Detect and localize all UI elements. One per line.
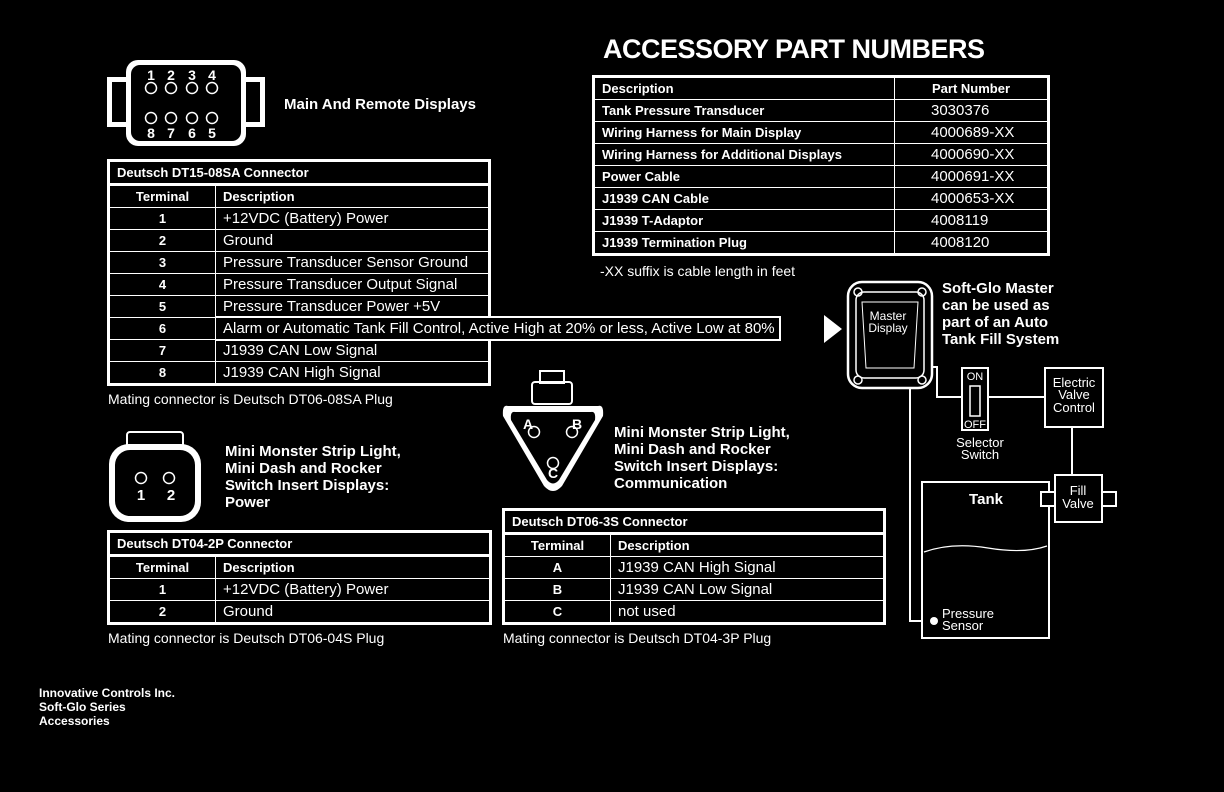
table-row: 1 +12VDC (Battery) Power [109,579,491,601]
table-row: Wiring Harness for Additional Displays 4000690-XX [594,144,1049,166]
col-header-part-number: Part Number [895,77,1049,100]
selector-switch-label: Selector [956,435,1004,450]
power-connector-title: Mini Monster Strip Light, Mini Dash and Rocker Switch Insert Displays: Power [225,443,401,511]
main-connector-title: Main And Remote Displays [284,96,476,113]
fill-valve [1041,475,1116,522]
footer-section: Accessories [39,714,110,728]
pin-label: 1 [136,487,146,504]
dt15-08-connector-icon [106,58,266,150]
pin-label: 4 [208,67,216,83]
table-row: 4 Pressure Transducer Output Signal [109,274,490,296]
comm-connector-title: Mini Monster Strip Light, Mini Dash and Rocker Switch Insert Displays: Communication [614,424,790,492]
pin-label: 2 [167,67,175,83]
svg-text:Valve: Valve [1058,387,1090,402]
table-caption: Deutsch DT04-2P Connector [109,532,491,556]
selector-switch-label: Switch [960,447,1000,462]
table-row: 2 Ground [109,601,491,624]
pin-label: 1 [147,67,155,83]
footer-company: Innovative Controls Inc. [39,686,176,700]
col-header-description: Description [216,556,491,579]
table-caption: Deutsch DT15-08SA Connector [109,161,490,185]
pin-label: C [547,465,559,481]
footer [39,686,175,728]
pin-label: 8 [147,125,155,141]
power-connector-mating: Mating connector is Deutsch DT06-04S Plug [108,630,385,646]
pin-label: B [571,416,583,432]
svg-text:Fill: Fill [1069,483,1087,498]
table-row: 2 Ground [109,230,490,252]
table-row: 3 Pressure Transducer Sensor Ground [109,252,490,274]
table-row: A J1939 CAN High Signal [504,557,885,579]
col-header-terminal: Terminal [109,185,216,208]
dt06-3s-table [502,508,886,625]
table-row: 7 J1939 CAN Low Signal [109,340,490,362]
table-row: C not used [504,601,885,624]
col-header-description: Description [216,185,490,208]
svg-text:Control: Control [1053,400,1095,415]
table-row: 8 J1939 CAN High Signal [109,362,490,385]
switch-off-label: OFF [964,419,986,431]
switch-on-label: ON [966,371,984,383]
svg-text:Valve: Valve [1062,496,1094,511]
col-header-terminal: Terminal [109,556,216,579]
table-caption: Deutsch DT06-3S Connector [504,510,885,534]
table-row: J1939 CAN Cable 4000653-XX [594,188,1049,210]
master-display-label: Master [869,309,907,323]
part-numbers-title: ACCESSORY PART NUMBERS [603,34,985,64]
master-caption: Soft-Glo Master can be used as part of an Auto Tank Fill System [942,280,1060,348]
master-display-label: Display [868,321,908,335]
comm-connector-mating: Mating connector is Deutsch DT04-3P Plug [503,630,772,646]
table-row: Tank Pressure Transducer 3030376 [594,100,1049,122]
col-header-terminal: Terminal [504,534,611,557]
pin-label: 6 [188,125,196,141]
pin-label: 5 [208,125,216,141]
table-row: Wiring Harness for Main Display 4000689-XX [594,122,1049,144]
dt04-2p-connector-icon [107,430,203,524]
table-row: 6 Alarm or Automatic Tank Fill Control, Active High at 20% or less, Active Low at 80% [109,318,490,340]
table-row: B J1939 CAN Low Signal [504,579,885,601]
part-numbers-table [592,75,1050,256]
footer-series: Soft-Glo Series [39,700,126,714]
dt04-2p-table [107,530,492,625]
table-row: 1 +12VDC (Battery) Power [109,208,490,230]
dt06-3s-connector-icon [500,368,606,496]
pin-label: A [522,416,534,432]
col-header-description: Description [611,534,885,557]
table-row: Power Cable 4000691-XX [594,166,1049,188]
selector-switch [956,368,1004,462]
master-display [848,282,932,388]
svg-text:Electric: Electric [1052,375,1096,390]
table-row: J1939 Termination Plug 4008120 [594,232,1049,255]
svg-text:Pressure: Pressure [942,606,995,621]
alarm-row-description: Alarm or Automatic Tank Fill Control, Active High at 20% or less, Active Low at 80% [216,316,781,341]
pin-label: 7 [167,125,175,141]
pin-label: 3 [188,67,196,83]
svg-text:Sensor: Sensor [942,618,984,633]
col-header-description: Description [594,77,895,100]
table-row: 5 Pressure Transducer Power +5V [109,296,490,318]
table-row: J1939 T-Adaptor 4008119 [594,210,1049,232]
main-connector-mating: Mating connector is Deutsch DT06-08SA Plug [108,391,393,407]
electric-valve-control [1045,368,1103,427]
part-numbers-note: -XX suffix is cable length in feet [600,263,796,279]
pin-label: 2 [166,487,176,504]
tank-label: Tank [969,491,1003,508]
